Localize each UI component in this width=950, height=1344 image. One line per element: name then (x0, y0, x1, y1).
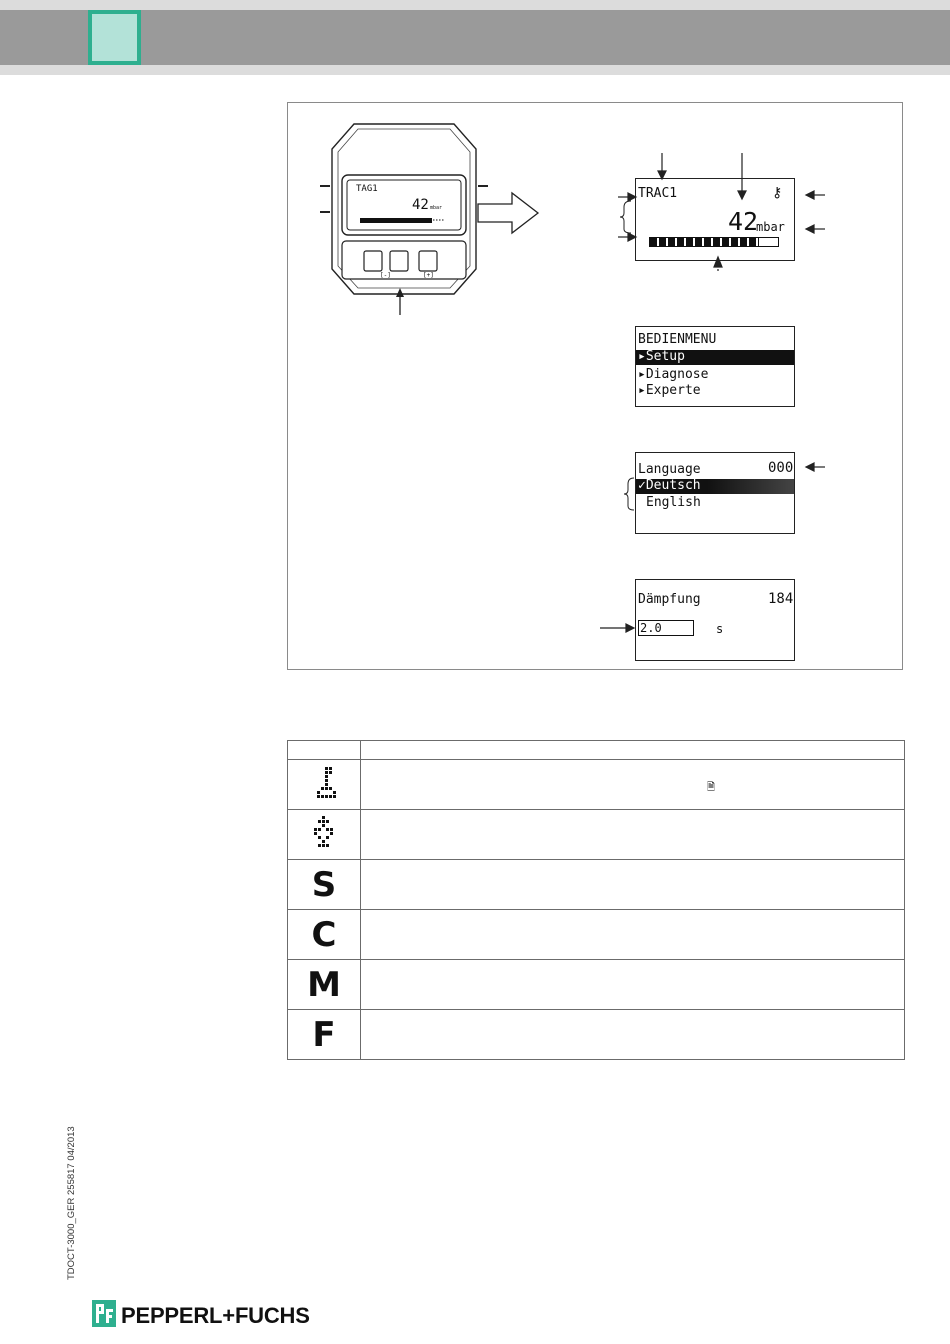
symbol-description-m (361, 960, 905, 1010)
main-display-value: 42 (728, 207, 759, 236)
symbol-description-communication (361, 810, 905, 860)
menu-item-diagnose-label: Diagnose (645, 367, 709, 382)
menu-display-title: BEDIENMENU (638, 332, 717, 347)
symbol-cell-f (288, 1010, 361, 1060)
symbol-cell-s (288, 860, 361, 910)
language-option-deutsch-label: Deutsch (645, 478, 701, 493)
zoom-arrow (476, 191, 540, 235)
symbol-description-lock (361, 760, 905, 810)
damping-display (635, 579, 795, 661)
symbol-description-c (361, 910, 905, 960)
document-icon: 🗎 (707, 782, 716, 793)
table-row (288, 810, 905, 860)
main-display-callouts (588, 151, 838, 271)
symbol-cell-m (288, 960, 361, 1010)
device-unit: mbar (430, 205, 443, 211)
damping-display-title: Dämpfung (638, 592, 701, 607)
table-row (288, 910, 905, 960)
menu-item-setup-label: Setup (645, 349, 685, 364)
symbols-table-header (288, 741, 905, 760)
header-bar (0, 10, 950, 65)
damping-unit: s (716, 622, 724, 636)
device-tag: TAG1 (356, 184, 378, 194)
language-option-deutsch: ✓Deutsch (636, 479, 794, 494)
menu-display (635, 326, 795, 407)
language-option-english-label: English (646, 495, 701, 510)
menu-item-experte: ▸Experte (638, 383, 701, 398)
header-chapter-marker (88, 10, 141, 65)
device-value: 42 (412, 197, 429, 213)
device-illustration (314, 119, 494, 319)
main-display-unit: mbar (756, 220, 785, 234)
document-code: TDOCT-3000_GER 255817 04/2013 (66, 1126, 77, 1280)
lock-symbol-icon (311, 765, 337, 799)
status-f-icon: F (312, 1014, 336, 1055)
language-display-code: 000 (768, 460, 794, 476)
damping-input-value: 2.0 (640, 621, 662, 635)
menu-item-setup: ▸Setup (636, 350, 794, 365)
key-minus (364, 251, 382, 271)
symbols-table-header-meaning (361, 741, 905, 760)
table-row (288, 1010, 905, 1060)
table-row (288, 960, 905, 1010)
figure-frame (287, 102, 903, 670)
device-key-left: [-] (380, 272, 391, 279)
symbol-cell-c (288, 910, 361, 960)
communication-symbol-icon (311, 815, 337, 849)
status-c-icon: C (311, 914, 337, 955)
damping-display-code: 184 (768, 591, 794, 607)
key-enter (390, 251, 408, 271)
language-display-title: Language (638, 462, 701, 477)
symbol-description-f (361, 1010, 905, 1060)
device-bargraph (360, 218, 432, 223)
device-key-right: [+] (423, 272, 434, 279)
damping-display-callouts (588, 618, 648, 638)
symbol-description-s (361, 860, 905, 910)
table-row (288, 860, 905, 910)
symbol-cell-lock (288, 760, 361, 810)
symbol-cell-communication (288, 810, 361, 860)
status-s-icon: S (311, 864, 337, 905)
main-display-tag: TRAC1 (638, 186, 678, 201)
language-display-callouts (618, 458, 838, 518)
key-plus (419, 251, 437, 271)
header-chapter-marker-inner (92, 14, 137, 61)
pepperl-fuchs-logo-icon (92, 1300, 116, 1327)
menu-item-experte-label: Experte (645, 383, 701, 398)
main-display-key-icon: ⚷ (772, 185, 783, 201)
symbols-table-header-symbol (288, 741, 361, 760)
menu-item-diagnose: ▸Diagnose (638, 367, 709, 382)
table-row (288, 760, 905, 810)
logo-text: PEPPERL+FUCHS (121, 1303, 310, 1328)
symbols-table (287, 740, 905, 1060)
status-m-icon: M (307, 964, 341, 1005)
